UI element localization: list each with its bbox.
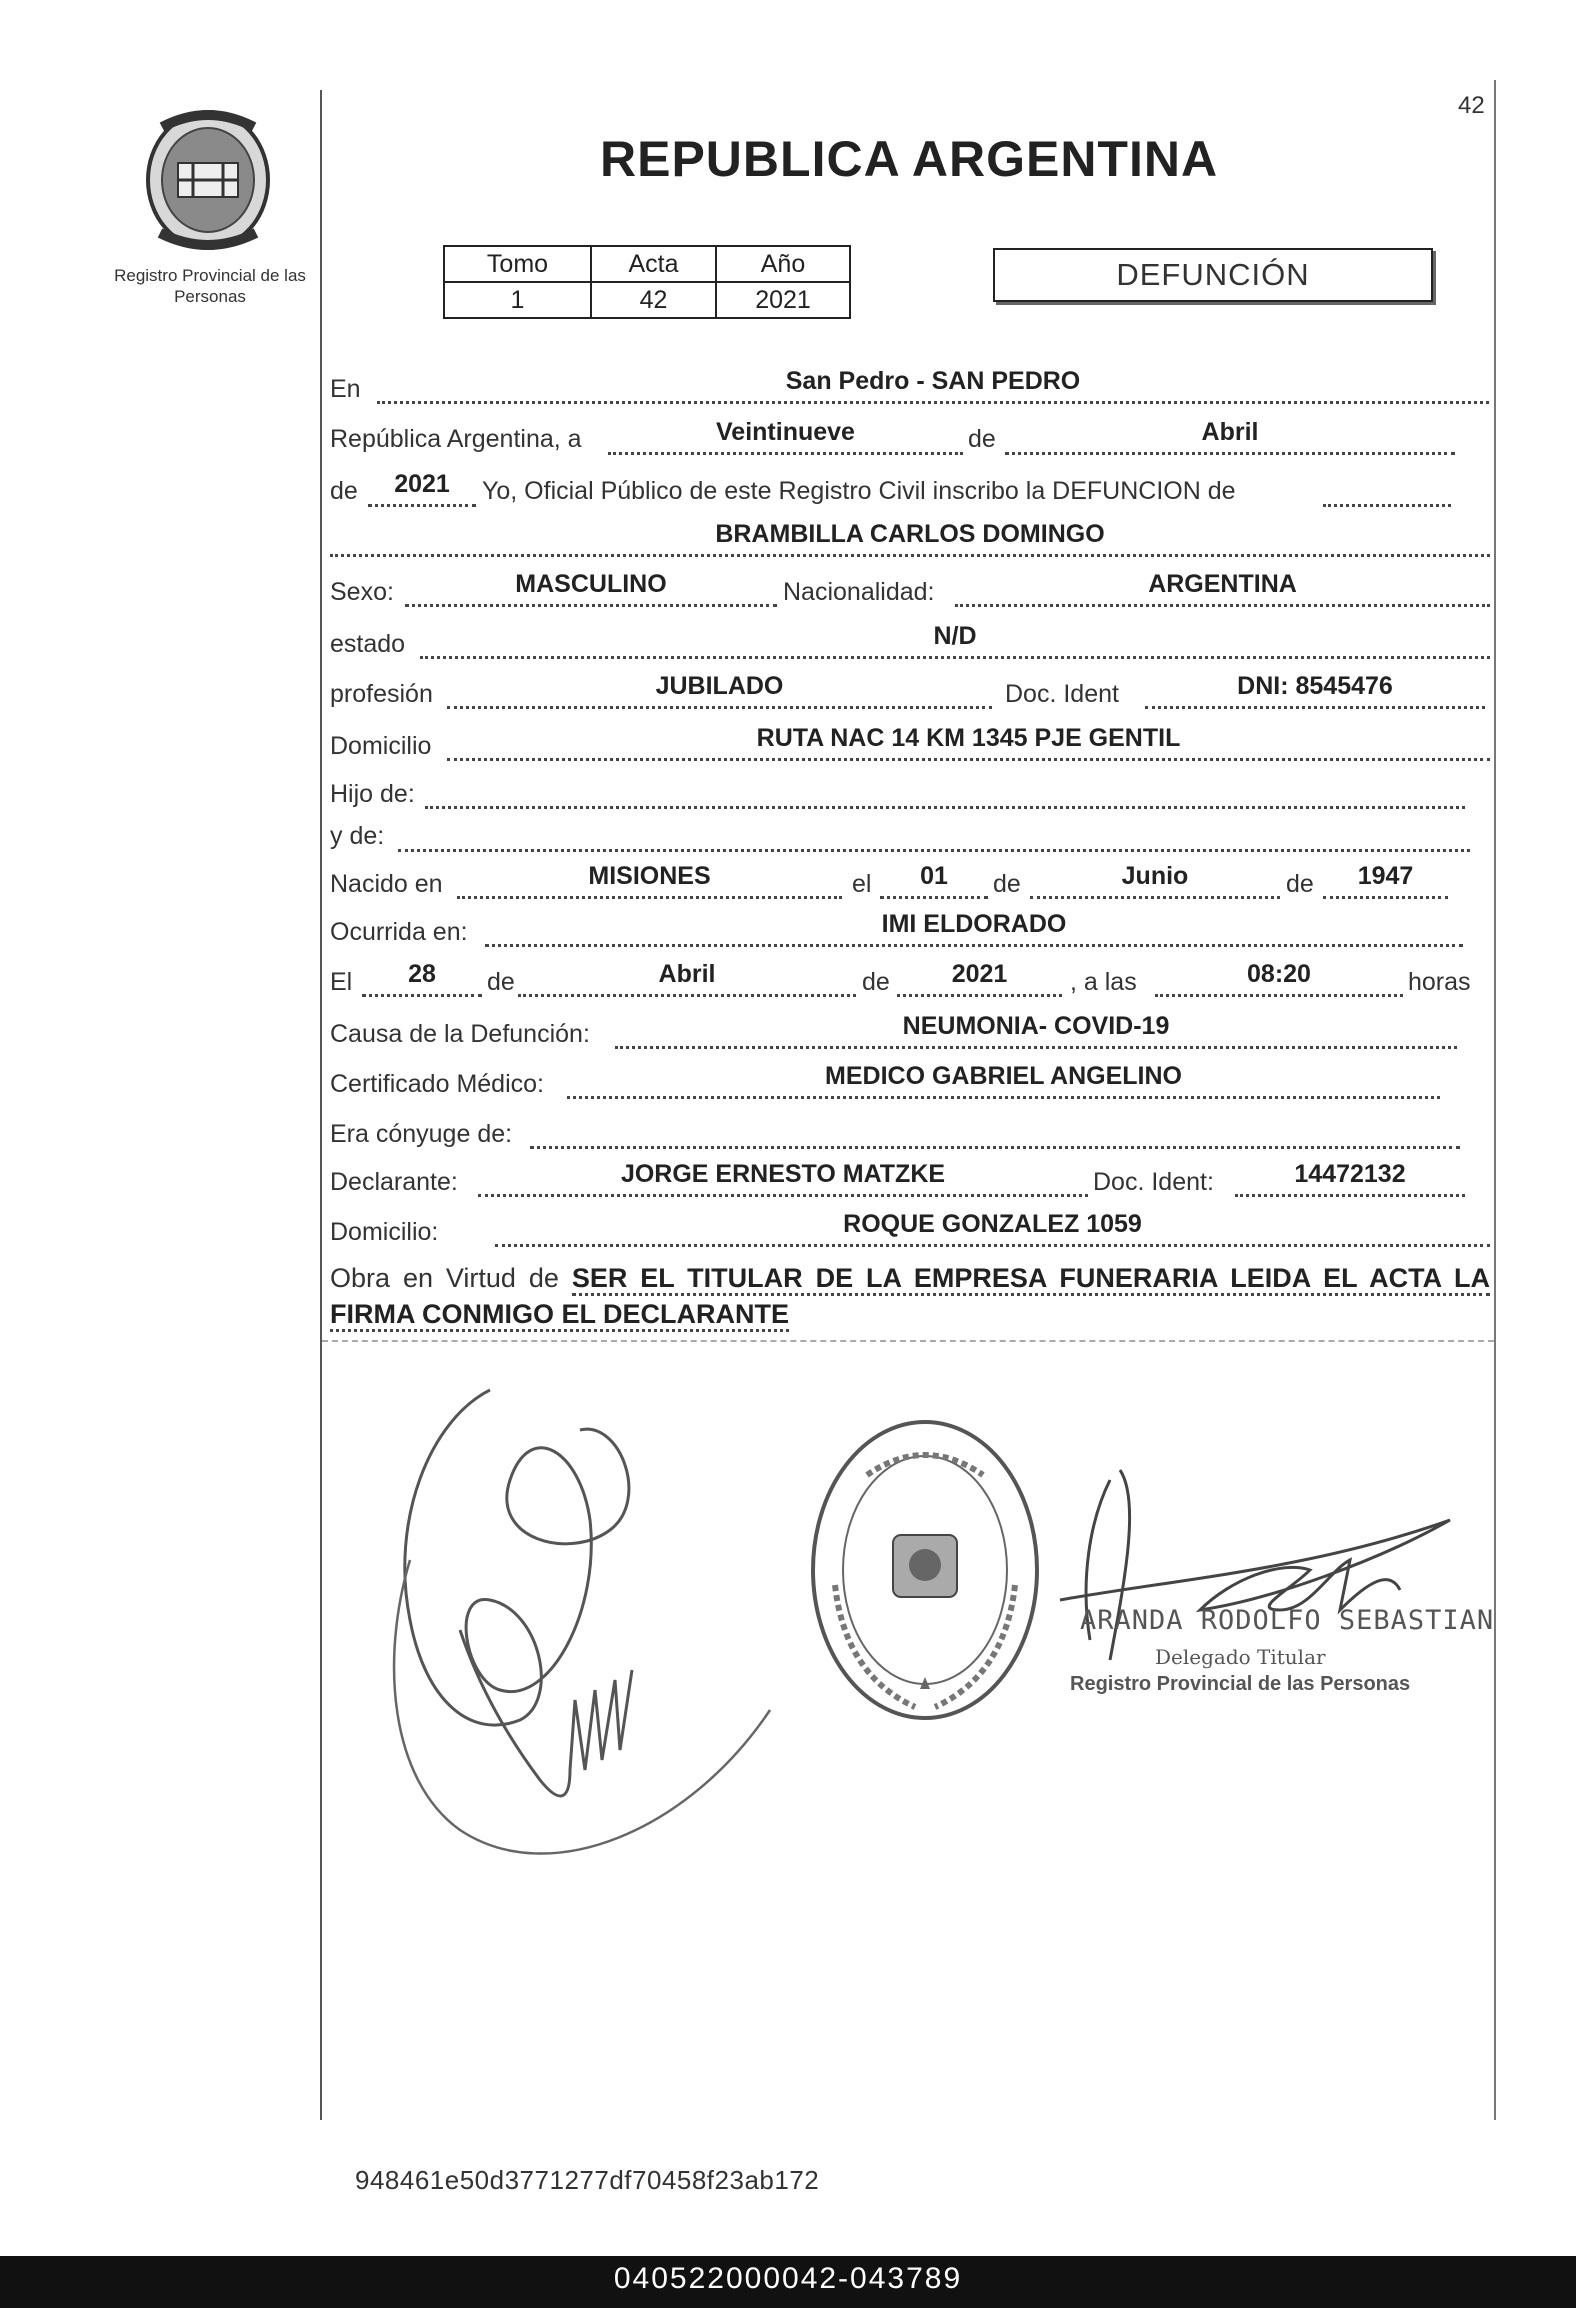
label-de-3: de <box>993 870 1021 898</box>
label-nacido-en: Nacido en <box>330 870 443 898</box>
label-de-2: de <box>330 477 358 505</box>
label-ocurrida-en: Ocurrida en: <box>330 918 468 946</box>
label-en: En <box>330 375 361 403</box>
label-El: El <box>330 968 353 996</box>
obra-en-virtud <box>330 1260 1490 1332</box>
label-el: el <box>852 870 872 898</box>
field-year: 2021 <box>368 470 476 507</box>
signatory-role: Delegado Titular <box>1155 1645 1326 1669</box>
field-death-day: 28 <box>362 960 482 997</box>
page-number: 42 <box>1458 92 1485 119</box>
label-de-1: de <box>968 425 996 453</box>
label-nacionalidad: Nacionalidad: <box>783 578 935 606</box>
field-declarante-doc: 14472132 <box>1235 1160 1465 1197</box>
field-profesion: JUBILADO <box>447 672 992 709</box>
field-birth-year: 1947 <box>1323 862 1448 899</box>
field-month: Abril <box>1005 418 1455 455</box>
table-header-acta: Acta <box>591 246 716 282</box>
field-estado: N/D <box>420 622 1490 659</box>
official-signature <box>1050 1460 1470 1670</box>
label-doc-ident: Doc. Ident <box>1005 680 1119 708</box>
label-hijo: Hijo de: <box>330 780 415 808</box>
table-value-ano: 2021 <box>716 282 850 318</box>
field-certificado: MEDICO GABRIEL ANGELINO <box>567 1062 1440 1099</box>
field-nacido-en: MISIONES <box>457 862 842 899</box>
table-header-ano: Año <box>716 246 850 282</box>
label-sexo: Sexo: <box>330 578 394 606</box>
field-deceased-name: BRAMBILLA CARLOS DOMINGO <box>330 520 1490 557</box>
label-obra: Obra en Virtud de <box>330 1263 559 1293</box>
declarant-signature <box>370 1360 840 1880</box>
field-domicilio: RUTA NAC 14 KM 1345 PJE GENTIL <box>447 724 1490 761</box>
table-value-tomo: 1 <box>444 282 591 318</box>
field-doc-ident: DNI: 8545476 <box>1145 672 1485 709</box>
field-obra: SER EL TITULAR DE LA EMPRESA FUNERARIA LEIDA EL ACTA LA FIRMA CONMIGO EL DECLARANTE <box>330 1263 1490 1332</box>
official-stamp <box>805 1415 1045 1725</box>
label-domicilio: Domicilio <box>330 732 432 760</box>
divider <box>322 1340 1494 1342</box>
label-domicilio-2: Domicilio: <box>330 1218 439 1246</box>
barcode-number: 040522000042-043789 <box>613 2262 963 2295</box>
field-ocurrida-en: IMI ELDORADO <box>485 910 1463 947</box>
field-statement-end <box>1323 470 1451 507</box>
field-death-month: Abril <box>518 960 856 997</box>
label-y-de: y de: <box>330 822 385 850</box>
label-causa: Causa de la Defunción: <box>330 1020 590 1048</box>
label-republica: República Argentina, a <box>330 425 582 453</box>
label-doc-ident-2: Doc. Ident: <box>1093 1168 1214 1196</box>
field-hijo <box>425 772 1465 809</box>
label-estado: estado <box>330 630 406 658</box>
label-statement: Yo, Oficial Público de este Registro Civil inscribo la DEFUNCION de <box>482 477 1236 505</box>
table-header-tomo: Tomo <box>444 246 591 282</box>
field-death-time: 08:20 <box>1155 960 1403 997</box>
label-conyuge: Era cónyuge de: <box>330 1120 513 1148</box>
field-y-de <box>398 815 1470 852</box>
field-sexo: MASCULINO <box>405 570 777 607</box>
label-profesion: profesión <box>330 680 433 708</box>
label-de-5: de <box>487 968 515 996</box>
field-declarante: JORGE ERNESTO MATZKE <box>478 1160 1088 1197</box>
field-nacionalidad: ARGENTINA <box>955 570 1490 607</box>
field-declarante-domicilio: ROQUE GONZALEZ 1059 <box>495 1210 1490 1247</box>
record-table <box>443 245 851 319</box>
field-day-words: Veintinueve <box>608 418 963 455</box>
signatory-name: ARANDA RODOLFO SEBASTIAN <box>1080 1605 1495 1636</box>
page-title: REPUBLICA ARGENTINA <box>600 131 1219 187</box>
registry-caption: Registro Provincial de las Personas <box>114 266 306 306</box>
signatory-org: Registro Provincial de las Personas <box>1070 1673 1411 1695</box>
left-margin-rule <box>320 90 322 2120</box>
record-type-box: DEFUNCIÓN <box>993 248 1433 302</box>
label-a-las: , a las <box>1070 968 1137 996</box>
field-death-year: 2021 <box>897 960 1062 997</box>
label-de-6: de <box>862 968 890 996</box>
provincial-seal-logo <box>138 105 278 255</box>
field-birth-day: 01 <box>880 862 988 899</box>
field-birth-month: Junio <box>1030 862 1280 899</box>
label-de-4: de <box>1286 870 1314 898</box>
document-hash: 948461e50d3771277df70458f23ab172 <box>355 2165 820 2195</box>
right-margin-rule <box>1494 80 1496 2120</box>
field-causa: NEUMONIA- COVID-19 <box>615 1012 1457 1049</box>
field-conyuge <box>530 1112 1460 1149</box>
label-certificado: Certificado Médico: <box>330 1070 544 1098</box>
table-value-acta: 42 <box>591 282 716 318</box>
label-declarante: Declarante: <box>330 1168 458 1196</box>
field-place: San Pedro - SAN PEDRO <box>377 367 1489 404</box>
label-horas: horas <box>1408 968 1471 996</box>
